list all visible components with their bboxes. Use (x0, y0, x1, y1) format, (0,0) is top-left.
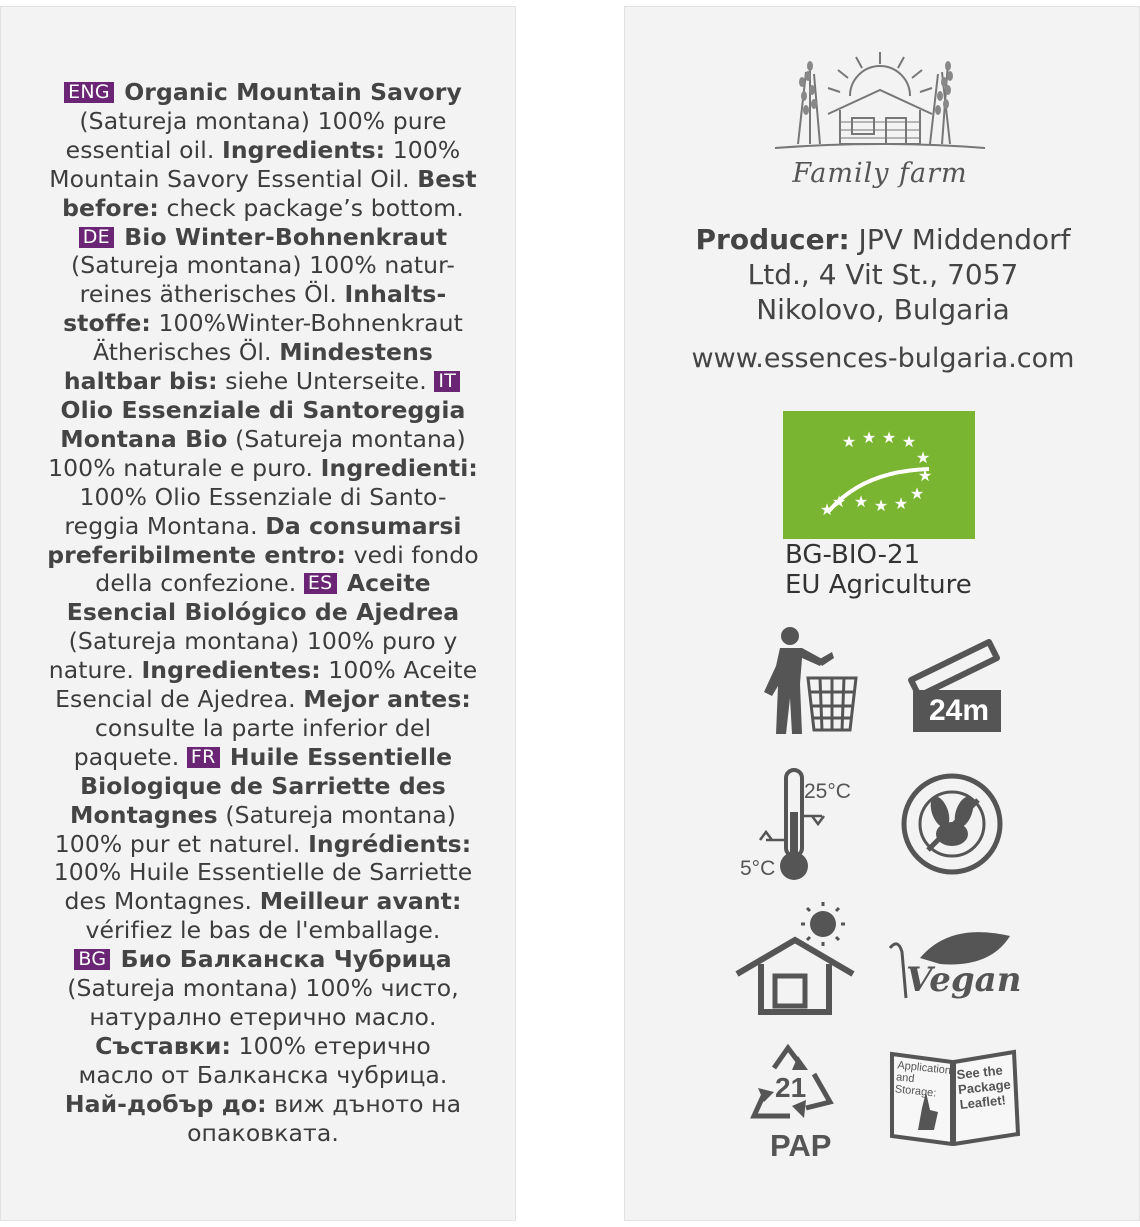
language-tag: DE (79, 227, 114, 248)
text-line (40, 772, 486, 801)
text-line (40, 78, 486, 107)
language-tag: BG (74, 949, 110, 970)
svg-text:★: ★ (893, 494, 909, 513)
text-line (40, 194, 486, 223)
text-line (40, 454, 486, 483)
text-line (40, 1061, 486, 1090)
svg-text:★: ★ (819, 500, 835, 519)
producer-info (650, 222, 1116, 327)
bold-text: stoffe: (63, 309, 151, 338)
text-line (40, 251, 486, 280)
eu-organic-leaf-icon (783, 411, 975, 539)
eu-cert-code: BG-BIO-21 (785, 540, 921, 570)
text-line (40, 714, 486, 743)
body-text: reggia Montana. (64, 511, 266, 540)
text-line (40, 887, 486, 916)
eu-certification (785, 540, 972, 600)
svg-text:★: ★ (841, 432, 857, 451)
body-text: натурално етерично масло. (89, 1003, 437, 1031)
svg-text:★: ★ (917, 466, 933, 485)
svg-text:★: ★ (915, 448, 931, 467)
svg-text:★: ★ (901, 432, 917, 451)
text-line (40, 425, 486, 454)
body-text: vérifiez le bas de l'emballage. (85, 916, 441, 945)
svg-text:★: ★ (831, 492, 847, 511)
text-line (40, 512, 486, 541)
temp-max-label: 25°C (804, 780, 851, 803)
bold-text: Da consumarsi (265, 511, 462, 540)
language-tag: ES (304, 573, 337, 594)
text-line (40, 569, 486, 598)
text-line (40, 1032, 486, 1061)
body-text: 100% Aceite (320, 656, 478, 685)
text-line (40, 627, 486, 656)
bold-text: Ingredients: (221, 135, 386, 164)
text-line (40, 598, 486, 627)
text-line (40, 830, 486, 859)
body-text: des Montagnes. (64, 887, 260, 916)
family-farm-text: Family farm (792, 158, 968, 189)
bold-text: Esencial Biológico de Ajedrea (66, 598, 460, 627)
text-line (40, 165, 486, 194)
body-text: 100% Olio Essenziale di Santo- (79, 482, 447, 511)
text-line (40, 685, 486, 714)
text-line (40, 945, 486, 974)
bold-text: Ingredienti: (320, 453, 478, 482)
body-text: reines ätherisches Öl. (79, 280, 345, 309)
body-text: 100% naturale e puro. (48, 453, 321, 482)
language-tag: FR (187, 747, 220, 768)
website-url: www.essences-bulgaria.com (691, 343, 1075, 374)
no-animal-testing-icon (900, 772, 1004, 876)
svg-text:★: ★ (861, 428, 877, 447)
body-text: масло от Балканска чубрица. (78, 1060, 448, 1089)
producer-address-1: Ltd., 4 Vit St., 7057 (747, 258, 1019, 291)
body-text: Esencial de Ajedrea. (55, 685, 304, 714)
body-text: 100%Winter-Bohnenkraut (150, 309, 463, 338)
body-text: check package’s bottom. (158, 193, 464, 222)
bold-text: Mindestens (279, 338, 434, 367)
bold-text: Ingrédients: (308, 829, 472, 858)
body-text: 100% (385, 135, 461, 164)
text-line (40, 338, 486, 367)
body-text: della confezione. (95, 569, 304, 598)
bold-text: Biologique de Sarriette des (80, 771, 446, 800)
bold-text: Montana Bio (60, 424, 228, 453)
body-text: siehe Unterseite. (217, 367, 435, 396)
bold-text: before: (62, 193, 159, 222)
body-text: (Satureja montana) 100% pure (79, 106, 447, 135)
text-line (40, 541, 486, 570)
bold-text: Huile Essentielle (221, 742, 453, 771)
body-text: (Satureja montana) (217, 800, 456, 829)
eu-cert-origin: EU Agriculture (785, 570, 972, 600)
body-text: (Satureja montana) (227, 424, 466, 453)
text-line (40, 367, 486, 396)
svg-text:★: ★ (853, 492, 869, 511)
text-line (40, 1119, 486, 1148)
text-line (40, 136, 486, 165)
producer-label: Producer: (695, 223, 850, 256)
text-line (40, 107, 486, 136)
bold-text: Inhalts- (344, 280, 447, 309)
svg-text:★: ★ (909, 484, 925, 503)
body-text: consulte la parte inferior del (94, 713, 432, 742)
svg-text:★: ★ (873, 496, 889, 515)
body-text: vedi fondo (346, 540, 479, 569)
text-line (40, 974, 486, 1003)
bold-text: Ingredientes: (141, 656, 321, 685)
text-line (40, 396, 486, 425)
body-text: 100% Huile Essentielle de Sarriette (53, 858, 473, 887)
text-line (40, 223, 486, 252)
text-line (40, 1003, 486, 1032)
bold-text: haltbar bis: (63, 367, 218, 396)
text-line (40, 309, 486, 338)
bold-text: Bio Winter-Bohnenkraut (116, 222, 448, 251)
vegan-label: Vegan (906, 960, 1022, 1000)
body-text: 100% етерично (230, 1031, 431, 1060)
recycle-code: PAP (770, 1128, 832, 1163)
leaflet-right-text: See the Package Leaflet! (955, 1062, 1012, 1113)
text-line (40, 743, 486, 772)
text-line (40, 483, 486, 512)
body-text: (Satureja montana) 100% puro y (68, 627, 458, 656)
recycle-number: 21 (775, 1072, 807, 1103)
bold-text: Най-добър до: (64, 1089, 267, 1118)
text-line (40, 1090, 486, 1119)
pao-label: 24m (928, 694, 990, 727)
leaflet-left-text: Application and Storage: (894, 1059, 952, 1100)
bold-text: Olio Essenziale di Santoreggia (60, 395, 466, 424)
text-line (40, 656, 486, 685)
bold-text: Meilleur avant: (259, 887, 462, 916)
bold-text: Mejor antes: (303, 685, 471, 714)
producer-name: JPV Middendorf (849, 223, 1071, 256)
text-line (40, 858, 486, 887)
text-line (40, 801, 486, 830)
bold-text: preferibilmente entro: (47, 540, 347, 569)
body-text: опаковката. (187, 1118, 339, 1147)
text-line (40, 280, 486, 309)
text-line (40, 916, 486, 945)
bold-text: Best (417, 164, 477, 193)
bold-text: Organic Mountain Savory (115, 78, 462, 106)
temp-min-label: 5°C (740, 857, 776, 880)
body-text: Mountain Savory Essential Oil. (49, 164, 418, 193)
language-tag: IT (434, 371, 460, 392)
body-text: (Satureja montana) 100% чисто, (67, 974, 459, 1003)
svg-text:★: ★ (881, 428, 897, 447)
store-away-from-sun-icon (735, 900, 855, 1018)
producer-address-2: Nikolovo, Bulgaria (756, 293, 1010, 326)
bold-text: Aceite (338, 569, 431, 598)
bold-text: Montagnes (70, 800, 218, 829)
body-text: Ätherisches Öl. (92, 338, 280, 367)
bold-text: Съставки: (95, 1031, 231, 1060)
body-text: (Satureja montana) 100% natur- (70, 251, 455, 280)
dispose-trash-icon (762, 626, 862, 738)
body-text: виж дъното на (266, 1089, 462, 1118)
bold-text: Био Балканска Чубрица (112, 945, 452, 974)
body-text: nature. (48, 656, 142, 685)
body-text: 100% pur et naturel. (54, 829, 309, 858)
body-text: essential oil. (65, 135, 222, 164)
language-tag: ENG (64, 82, 114, 103)
multilingual-description (40, 78, 486, 1148)
body-text: paquete. (73, 742, 187, 771)
